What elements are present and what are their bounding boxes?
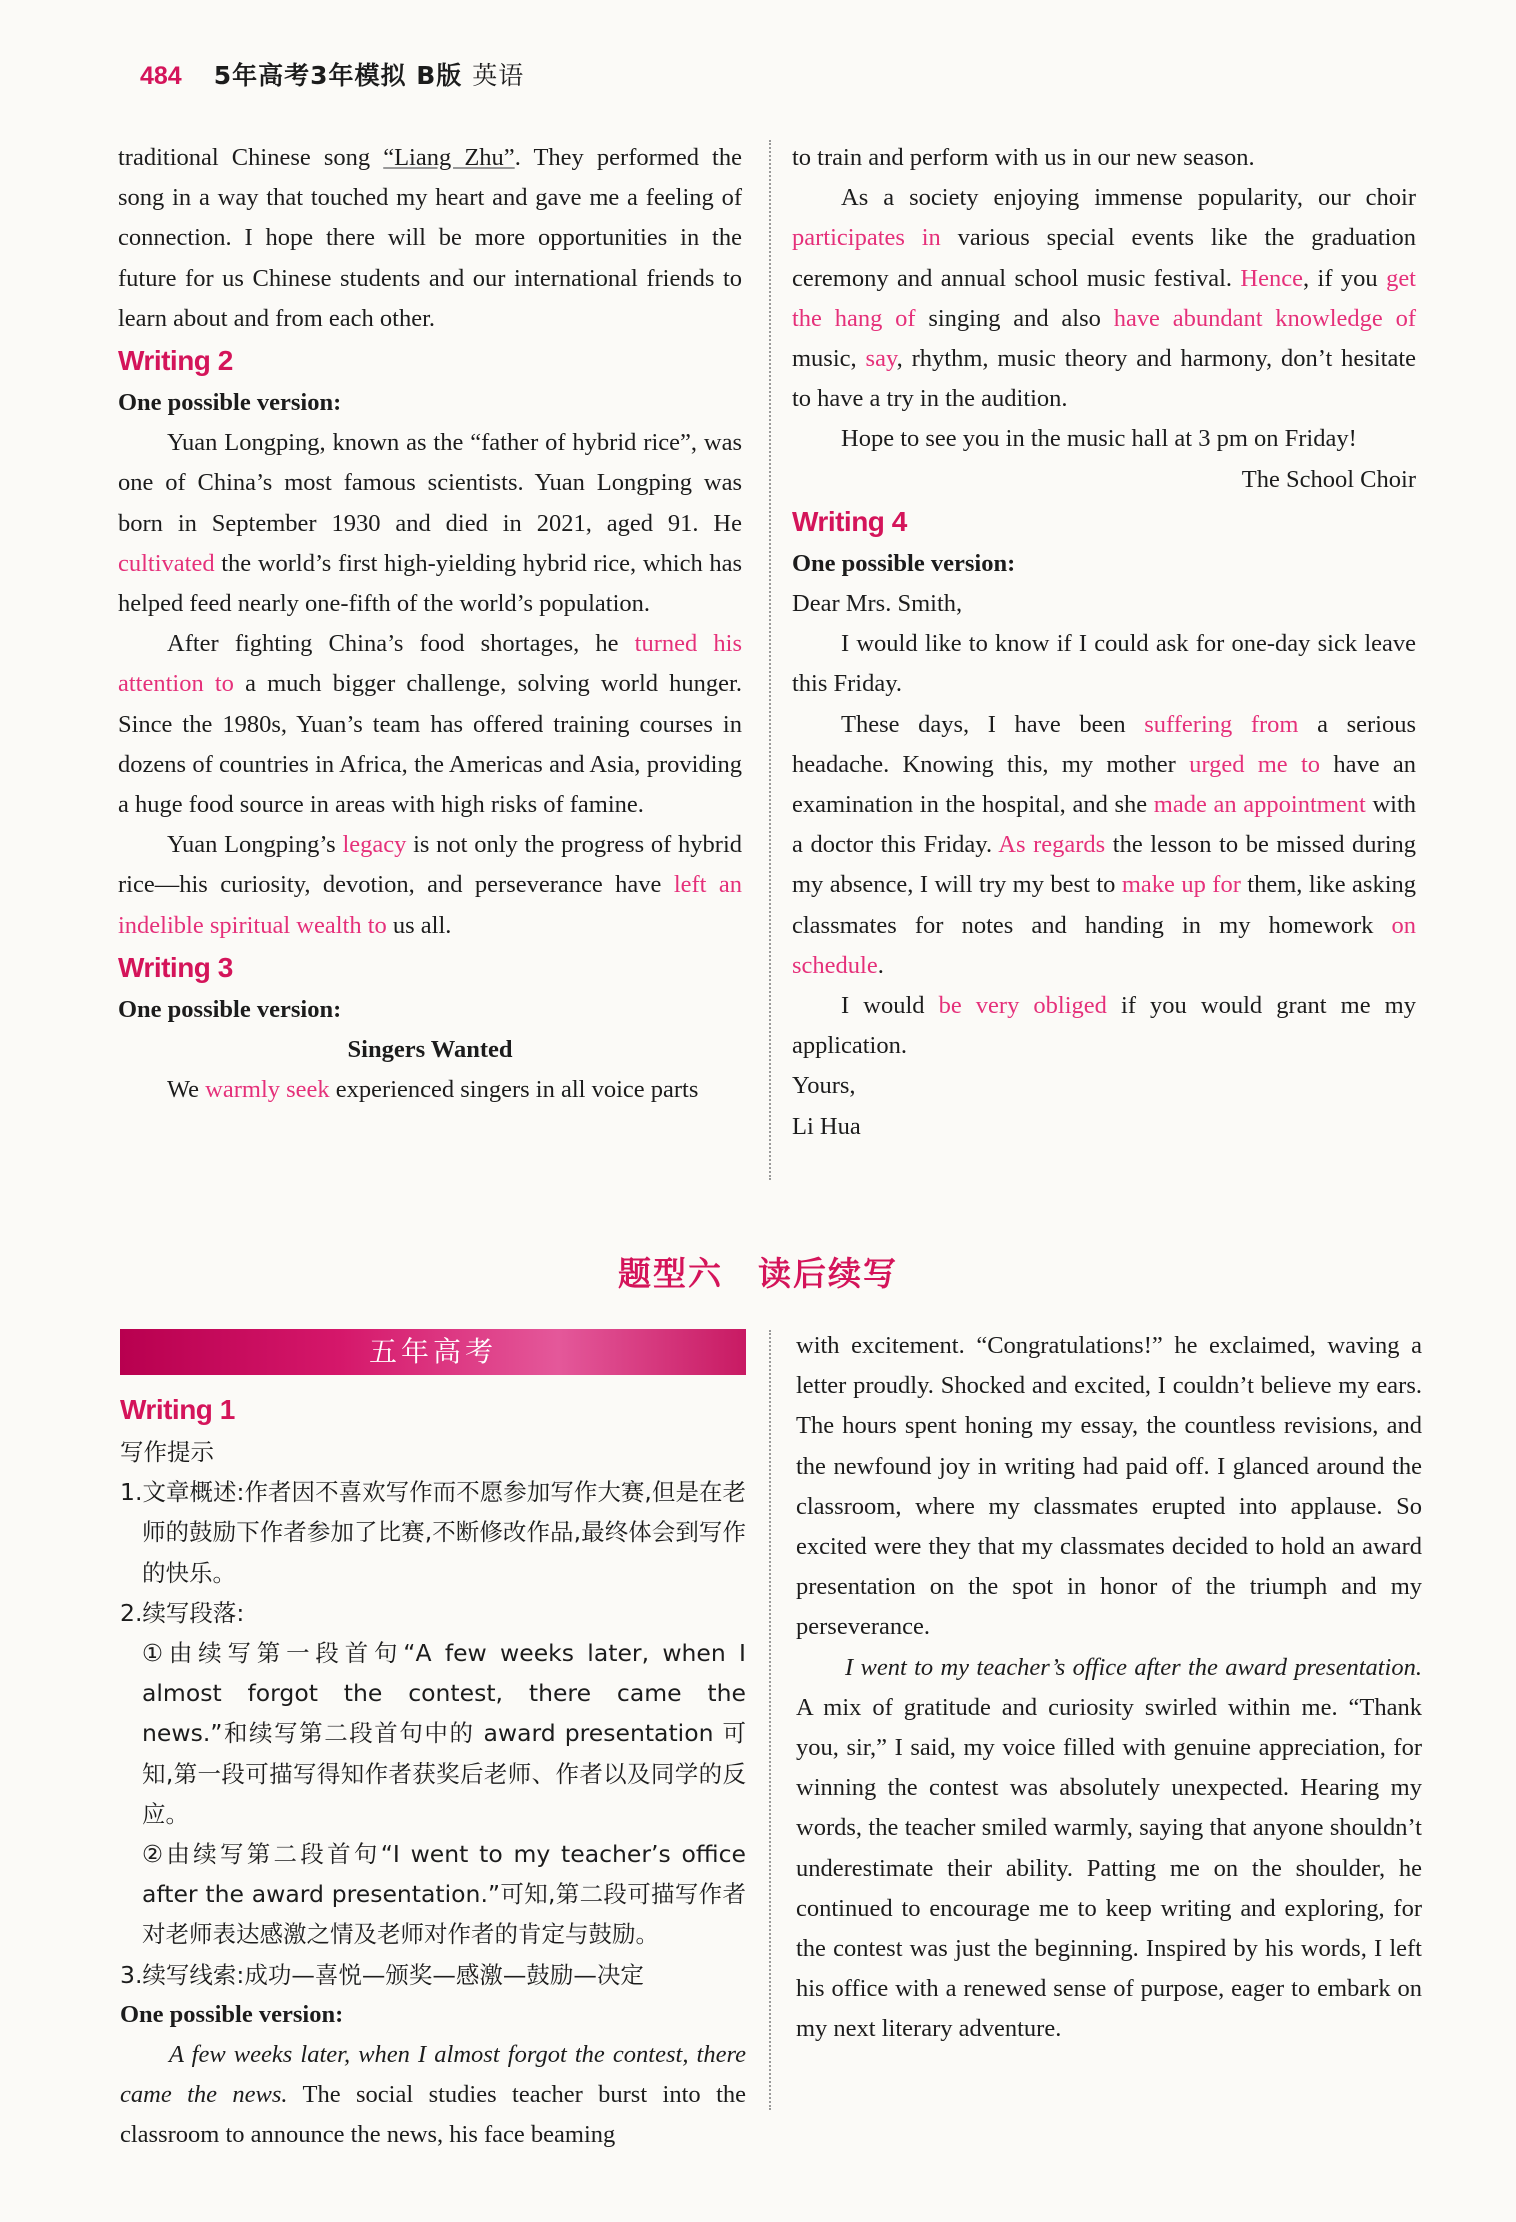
version-label: One possible version: xyxy=(118,389,342,417)
paragraph: A few weeks later, when I almost forgot the contest, there came the news. The social studies teacher burst into the classroom to announce the news, his face beaming xyxy=(120,2041,747,2149)
paragraph: I would be very obliged if you would grant me my application. xyxy=(792,992,1416,1060)
page-number: 484 xyxy=(140,62,182,90)
writing-3-heading: Writing 3 xyxy=(118,951,233,983)
paragraph: As a society enjoying immense popularity, our choir participates in various special events like the graduation ceremony and annual school music festival. Hence, if you get the hang of singing and also have abundant knowledge of music, say, rhythm, music theory and harmony, don’t hesitate to have a try in the audition. xyxy=(792,184,1417,413)
tip-subitem: ②由续写第二段首句“I went to my teacher’s office after the award presentation.”可知,第二段可描写作者对老师表达感激之情及老师对作者的肯定与鼓励。 xyxy=(142,1840,746,1949)
notice-title: Singers Wanted xyxy=(347,1036,513,1064)
version-label: One possible version: xyxy=(792,549,1016,577)
book-title: 5年高考3年模拟 B版 英语 xyxy=(213,61,525,90)
writing-4-heading: Writing 4 xyxy=(792,505,907,537)
paragraph: traditional Chinese song “Liang Zhu”. They performed the song in a way that touched my heart and gave me a feeling of connection. I hope there will be more opportunities in the future for us Chinese students and our international friends to learn about and from each other. xyxy=(118,144,742,332)
tips-title: 写作提示 xyxy=(120,1438,214,1466)
paragraph: After fighting China’s food shortages, he turned his attention to a much bigger challenge, solving world hunger. Since the 1980s, Yuan’s team has offered training courses in dozens of countries in Africa, the Americas and Asia, providing a huge food source in areas with high risks of famine. xyxy=(118,630,742,819)
paragraph: I would like to know if I could ask for one-day sick leave this Friday. xyxy=(792,630,1416,698)
paragraph: I went to my teacher’s office after the award presentation. A mix of gratitude and curiosity swirled within me. “Thank you, sir,” I said, my voice filled with genuine appreciation, for winning the contest was absolutely unexpected. Hearing my words, the teacher smiled warmly, saying that anyone shouldn’t underestimate their ability. Patting me on the shoulder, he continued to encourage me to keep writing and exploring, for the contest was just the beginning. Inspired by his words, I left his office with a renewed sense of purpose, eager to embark on my next literary adventure. xyxy=(796,1653,1422,2043)
choir-signature: The School Choir xyxy=(1241,465,1416,493)
paragraph: Yuan Longping’s legacy is not only the progress of hybrid rice—his curiosity, devotion, and perseverance have left an indelible spiritual wealth to us all. xyxy=(118,831,743,939)
paragraph: with excitement. “Congratulations!” he exclaimed, waving a letter proudly. Shocked and excited, I couldn’t believe my ears. The hours spent honing my essay, the countless revisions, and the newfound joy in writing had paid off. I glanced around the classroom, where my classmates erupted into applause. So excited were they that my classmates decided to hold an award presentation on the spot in honor of the triumph and my perseverance. xyxy=(796,1332,1422,1641)
bottom-left-column xyxy=(120,1388,746,2156)
paragraph: These days, I have been suffering from a serious headache. Knowing this, my mother urged me to have an examination in the hospital, and she made an appointment with a doctor this Friday. As regards the lesson to be missed during my absence, I will try my best to make up for them, like asking classmates for notes and handing in my homework on schedule. xyxy=(792,710,1417,979)
paragraph: Yuan Longping, known as the “father of hybrid rice”, was one of China’s most famous scientists. Yuan Longping was born in September 1930 and died in 2021, aged 91. He cultivated the world’s first high-yielding hybrid rice, which has helped feed nearly one-fifth of the world’s population. xyxy=(118,429,742,618)
top-right-column xyxy=(792,138,1416,1147)
tip-item: 1.文章概述:作者因不喜欢写作而不愿参加写作大赛,但是在老师的鼓励下作者参加了比赛,不断修改作品,最终体会到写作的快乐。 xyxy=(120,1478,746,1587)
top-left-column xyxy=(118,138,742,1110)
salutation: Dear Mrs. Smith, xyxy=(792,590,963,618)
tip-item: 3.续写线索:成功—喜悦—颁奖—感激—鼓励—决定 xyxy=(120,1960,644,1989)
paragraph: We warmly seek experienced singers in all voice parts xyxy=(167,1076,699,1104)
section-banner: 五年高考 xyxy=(120,1329,746,1375)
paragraph: Hope to see you in the music hall at 3 pm on Friday! xyxy=(841,425,1357,453)
closing: Yours, xyxy=(792,1072,856,1100)
writing-2-heading: Writing 2 xyxy=(118,345,233,377)
bottom-right-column xyxy=(796,1326,1422,2050)
page-header xyxy=(140,56,524,96)
tip-item: 2.续写段落: xyxy=(120,1598,245,1627)
version-label: One possible version: xyxy=(120,2000,344,2028)
signature: Li Hua xyxy=(792,1112,861,1140)
version-label: One possible version: xyxy=(118,995,342,1023)
paragraph: to train and perform with us in our new season. xyxy=(792,144,1255,171)
column-divider xyxy=(769,1330,771,2110)
writing-1-heading: Writing 1 xyxy=(120,1394,235,1425)
section-title: 题型六 读后续写 xyxy=(618,1254,898,1293)
tip-subitem: ①由续写第一段首句“A few weeks later, when I almost forgot the contest, there came the news.”和续写第二段首句中的 award presentation 可知,第一段可描写得知作者获奖后老师、作者以及同学的反应。 xyxy=(142,1639,746,1828)
subject-label: 英语 xyxy=(472,61,525,90)
column-divider xyxy=(769,140,771,1180)
